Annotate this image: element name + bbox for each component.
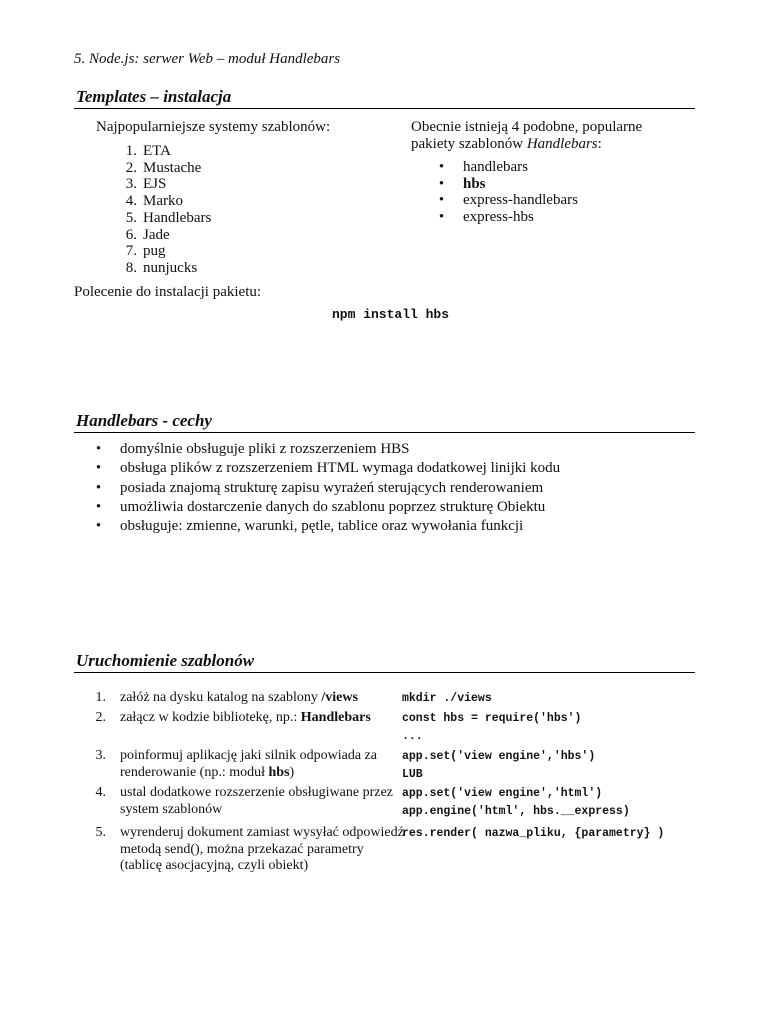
step-text-bold: Handlebars xyxy=(300,710,371,725)
list-number: 4. xyxy=(125,193,137,210)
section-title-templates: Templates – instalacja xyxy=(74,86,695,109)
bullet: • xyxy=(95,479,102,496)
engine-item xyxy=(113,176,396,193)
engine-label: Jade xyxy=(143,226,170,243)
packages-list xyxy=(431,159,695,226)
step-text-bold: /views xyxy=(321,690,358,705)
package-label: express-hbs xyxy=(463,209,534,226)
install-command: npm install hbs xyxy=(332,307,450,322)
package-label: hbs xyxy=(463,175,486,192)
list-number: 1. xyxy=(125,143,137,159)
run-section xyxy=(74,650,695,880)
step-code: res.render( nazwa_pliku, {parametry} ) xyxy=(402,827,665,840)
step-text-bold: hbs xyxy=(268,764,290,780)
bullet: • xyxy=(95,518,102,535)
engine-item xyxy=(113,243,396,260)
list-number: 2. xyxy=(125,159,137,176)
packages-intro-suffix: : xyxy=(597,136,602,152)
page-header: 5. Node.js: serwer Web – moduł Handlebars xyxy=(74,51,341,67)
feature-label: umożliwia dostarczenie danych do szablonu poprzez strukturę Obiektu xyxy=(120,498,546,515)
step-number: 2. xyxy=(95,710,106,725)
templates-section xyxy=(74,86,695,336)
engine-label: pug xyxy=(143,243,166,260)
engine-item xyxy=(113,193,396,210)
engine-label: Mustache xyxy=(143,159,202,176)
engine-label: EJS xyxy=(143,176,167,193)
bullet: • xyxy=(438,192,445,209)
packages-intro-line2 xyxy=(411,136,695,153)
package-item xyxy=(431,159,695,176)
engine-item xyxy=(113,143,396,160)
engine-item xyxy=(113,260,396,277)
step-text xyxy=(120,785,404,818)
step-code: app.set('view engine','hbs') LUB xyxy=(402,750,596,781)
list-number: 5. xyxy=(125,209,137,226)
step-number: 5. xyxy=(95,825,106,840)
list-number: 7. xyxy=(125,243,137,260)
bullet: • xyxy=(438,175,445,192)
features-list xyxy=(88,440,695,536)
step-text xyxy=(120,748,404,781)
bullet: • xyxy=(95,498,102,515)
engine-label: Handlebars xyxy=(143,209,212,226)
step-code: app.set('view engine','html') app.engine('html', hbs.__express) xyxy=(402,787,630,818)
install-label: Polecenie do instalacji pakietu: xyxy=(74,284,262,300)
feature-item xyxy=(88,440,695,459)
section-title-run: Uruchomienie szablonów xyxy=(74,650,695,673)
feature-label: domyślnie obsługuje pliki z rozszerzeniem HBS xyxy=(120,441,410,457)
engines-intro: Najpopularniejsze systemy szablonów: xyxy=(96,119,331,135)
engine-label: ETA xyxy=(143,143,171,159)
bullet: • xyxy=(438,209,445,226)
package-item xyxy=(431,176,695,193)
package-item xyxy=(431,192,695,209)
step-text xyxy=(120,710,404,727)
bullet: • xyxy=(95,441,102,457)
feature-item xyxy=(88,459,695,478)
step-text-part: załącz w kodzie bibliotekę, np.: xyxy=(120,710,301,725)
list-number: 6. xyxy=(125,226,137,243)
engine-item xyxy=(113,210,396,227)
step-code: const hbs = require('hbs') ... xyxy=(402,712,582,743)
bullet: • xyxy=(438,159,445,175)
engine-label: Marko xyxy=(143,193,183,210)
step-text-part: poinformuj aplikację jaki silnik odpowiada za renderowanie (np.: moduł xyxy=(120,748,377,780)
list-number: 8. xyxy=(125,259,137,276)
feature-label: posiada znajomą strukturę zapisu wyrażeń sterujących renderowaniem xyxy=(120,479,544,496)
step-text-part: załóż na dysku katalog na szablony xyxy=(120,690,322,705)
engines-list xyxy=(113,143,396,277)
features-section xyxy=(74,410,695,550)
packages-intro-line1: Obecnie istnieją 4 podobne, popularne xyxy=(411,119,643,135)
step-number: 3. xyxy=(95,748,106,763)
step-text xyxy=(120,690,404,707)
step-text xyxy=(120,825,404,875)
step-text-part: ustal dodatkowe rozszerzenie obsługiwane przez system szablonów xyxy=(120,785,393,817)
step-number: 1. xyxy=(95,690,106,705)
step-code: mkdir ./views xyxy=(402,692,492,705)
feature-item xyxy=(88,517,695,536)
packages-column xyxy=(411,119,695,226)
section-title-features: Handlebars - cechy xyxy=(74,410,695,433)
step-text-part: ) xyxy=(289,764,295,780)
package-label: handlebars xyxy=(463,159,528,175)
feature-label: obsługuje: zmienne, warunki, pętle, tablice oraz wywołania funkcji xyxy=(120,518,524,535)
bullet: • xyxy=(95,460,102,477)
package-label: express-handlebars xyxy=(463,192,578,209)
feature-item xyxy=(88,498,695,517)
engine-label: nunjucks xyxy=(143,259,198,276)
step-number: 4. xyxy=(95,785,106,800)
packages-intro-italic: Handlebars xyxy=(526,136,598,152)
package-item xyxy=(431,209,695,226)
list-number: 3. xyxy=(125,176,137,193)
packages-intro-prefix: pakiety szablonów xyxy=(411,136,527,152)
engines-column xyxy=(96,119,396,277)
engine-item xyxy=(113,160,396,177)
feature-label: obsługa plików z rozszerzeniem HTML wymaga dodatkowej linijki kodu xyxy=(120,460,561,477)
step-text-part: wyrenderuj dokument zamiast wysyłać odpowiedź metodą send(), można przekazać parametry (tablicę asocjacyjną, czyli obiekt) xyxy=(120,825,404,873)
feature-item xyxy=(88,479,695,498)
engine-item xyxy=(113,227,396,244)
